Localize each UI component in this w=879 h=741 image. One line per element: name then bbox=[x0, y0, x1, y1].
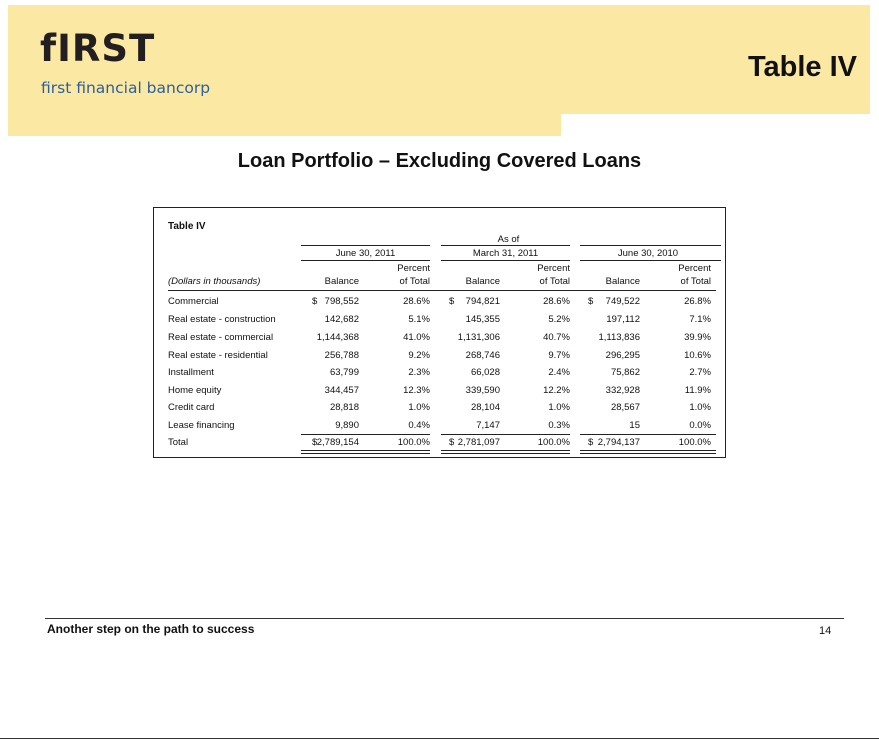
balance-value: 268,746 bbox=[465, 350, 500, 361]
percent-value: 2.4% bbox=[548, 367, 570, 378]
units-label: (Dollars in thousands) bbox=[168, 276, 261, 287]
percent-value: 39.9% bbox=[684, 332, 711, 343]
balance-value: 2,789,154 bbox=[316, 437, 359, 448]
percent-value: 9.2% bbox=[408, 350, 430, 361]
total-double-rule bbox=[580, 450, 716, 454]
total-double-rule bbox=[441, 450, 570, 454]
balance-value: 145,355 bbox=[465, 314, 500, 325]
period-top-rule bbox=[301, 245, 430, 246]
total-top-rule bbox=[441, 434, 570, 435]
period-date: June 30, 2010 bbox=[617, 248, 679, 259]
dollar-sign: $ bbox=[449, 296, 455, 307]
percent-header-1: Percent bbox=[397, 263, 430, 274]
dollar-sign: $ bbox=[588, 437, 594, 448]
percent-value: 5.2% bbox=[548, 314, 570, 325]
percent-value: 5.1% bbox=[408, 314, 430, 325]
first-logo-wordmark: fIRST bbox=[40, 27, 156, 70]
row-label: Real estate - commercial bbox=[168, 332, 274, 343]
dollar-sign: $ bbox=[588, 296, 594, 307]
total-top-rule bbox=[580, 434, 716, 435]
balance-value: 7,147 bbox=[476, 420, 500, 431]
balance-value: 9,890 bbox=[335, 420, 359, 431]
balance-header: Balance bbox=[324, 276, 359, 287]
period-top-rule bbox=[580, 245, 721, 246]
percent-header-2: of Total bbox=[399, 276, 430, 287]
percent-value: 12.3% bbox=[403, 385, 430, 396]
page-title: Loan Portfolio – Excluding Covered Loans bbox=[237, 150, 642, 172]
dollar-sign: $ bbox=[312, 437, 318, 448]
slide-label: Table IV bbox=[747, 51, 857, 83]
header-bottom-rule bbox=[168, 290, 716, 291]
balance-value: 28,818 bbox=[329, 402, 359, 413]
percent-value: 9.7% bbox=[548, 350, 570, 361]
row-label: Home equity bbox=[168, 385, 222, 396]
percent-value: 0.4% bbox=[408, 420, 430, 431]
balance-value: 2,794,137 bbox=[597, 437, 640, 448]
balance-value: 75,862 bbox=[610, 367, 640, 378]
percent-value: 12.2% bbox=[543, 385, 570, 396]
percent-value: 2.3% bbox=[408, 367, 430, 378]
balance-header: Balance bbox=[605, 276, 640, 287]
balance-header: Balance bbox=[465, 276, 500, 287]
period-top-rule bbox=[441, 245, 570, 246]
row-label: Commercial bbox=[168, 296, 219, 307]
row-label: Lease financing bbox=[168, 420, 235, 431]
balance-value: 296,295 bbox=[605, 350, 640, 361]
total-row-label: Total bbox=[168, 437, 189, 448]
percent-header-1: Percent bbox=[678, 263, 711, 274]
first-financial-bancorp-logo-text: first financial bancorp bbox=[41, 79, 211, 97]
balance-value: 332,928 bbox=[605, 385, 640, 396]
percent-value: 1.0% bbox=[689, 402, 711, 413]
as-of-label: As of bbox=[497, 234, 520, 245]
balance-value: 749,522 bbox=[605, 296, 640, 307]
dollar-sign: $ bbox=[449, 437, 455, 448]
balance-value: 63,799 bbox=[329, 367, 359, 378]
balance-value: 794,821 bbox=[465, 296, 500, 307]
percent-value: 1.0% bbox=[408, 402, 430, 413]
dollar-sign: $ bbox=[312, 296, 318, 307]
loan-portfolio-table bbox=[153, 207, 726, 458]
balance-value: 142,682 bbox=[324, 314, 359, 325]
balance-value: 344,457 bbox=[324, 385, 359, 396]
balance-value: 339,590 bbox=[465, 385, 500, 396]
percent-value: 100.0% bbox=[397, 437, 430, 448]
period-under-rule bbox=[441, 260, 570, 261]
percent-header-2: of Total bbox=[680, 276, 711, 287]
balance-value: 798,552 bbox=[324, 296, 359, 307]
row-label: Credit card bbox=[168, 402, 215, 413]
balance-value: 2,781,097 bbox=[457, 437, 500, 448]
balance-value: 66,028 bbox=[470, 367, 500, 378]
percent-value: 1.0% bbox=[548, 402, 570, 413]
balance-value: 256,788 bbox=[324, 350, 359, 361]
percent-value: 28.6% bbox=[543, 296, 570, 307]
percent-value: 7.1% bbox=[689, 314, 711, 325]
row-label: Real estate - construction bbox=[168, 314, 276, 325]
percent-value: 2.7% bbox=[689, 367, 711, 378]
percent-value: 28.6% bbox=[403, 296, 430, 307]
period-date: June 30, 2011 bbox=[335, 248, 396, 259]
period-date: March 31, 2011 bbox=[472, 248, 539, 259]
banner-notch bbox=[561, 114, 870, 136]
percent-value: 11.9% bbox=[684, 385, 711, 396]
percent-value: 41.0% bbox=[403, 332, 430, 343]
bottom-rule bbox=[0, 738, 879, 739]
period-under-rule bbox=[301, 260, 430, 261]
table-title: Table IV bbox=[168, 221, 206, 232]
page-number: 14 bbox=[819, 625, 832, 637]
percent-value: 100.0% bbox=[537, 437, 570, 448]
balance-value: 197,112 bbox=[606, 314, 640, 325]
balance-value: 28,104 bbox=[470, 402, 500, 413]
percent-value: 10.6% bbox=[684, 350, 711, 361]
percent-header-1: Percent bbox=[537, 263, 570, 274]
footer-rule bbox=[45, 618, 844, 619]
row-label: Real estate - residential bbox=[168, 350, 268, 361]
total-top-rule bbox=[301, 434, 430, 435]
percent-header-2: of Total bbox=[539, 276, 570, 287]
balance-value: 1,144,368 bbox=[316, 332, 359, 343]
footer-tagline: Another step on the path to success bbox=[47, 622, 255, 636]
percent-value: 100.0% bbox=[678, 437, 711, 448]
total-double-rule bbox=[301, 450, 430, 454]
row-label: Installment bbox=[168, 367, 214, 378]
balance-value: 1,131,306 bbox=[457, 332, 500, 343]
balance-value: 15 bbox=[629, 420, 640, 431]
period-under-rule bbox=[580, 260, 721, 261]
balance-value: 28,567 bbox=[610, 402, 640, 413]
percent-value: 26.8% bbox=[684, 296, 711, 307]
balance-value: 1,113,836 bbox=[598, 332, 640, 343]
percent-value: 0.3% bbox=[548, 420, 570, 431]
percent-value: 0.0% bbox=[689, 420, 711, 431]
percent-value: 40.7% bbox=[543, 332, 570, 343]
